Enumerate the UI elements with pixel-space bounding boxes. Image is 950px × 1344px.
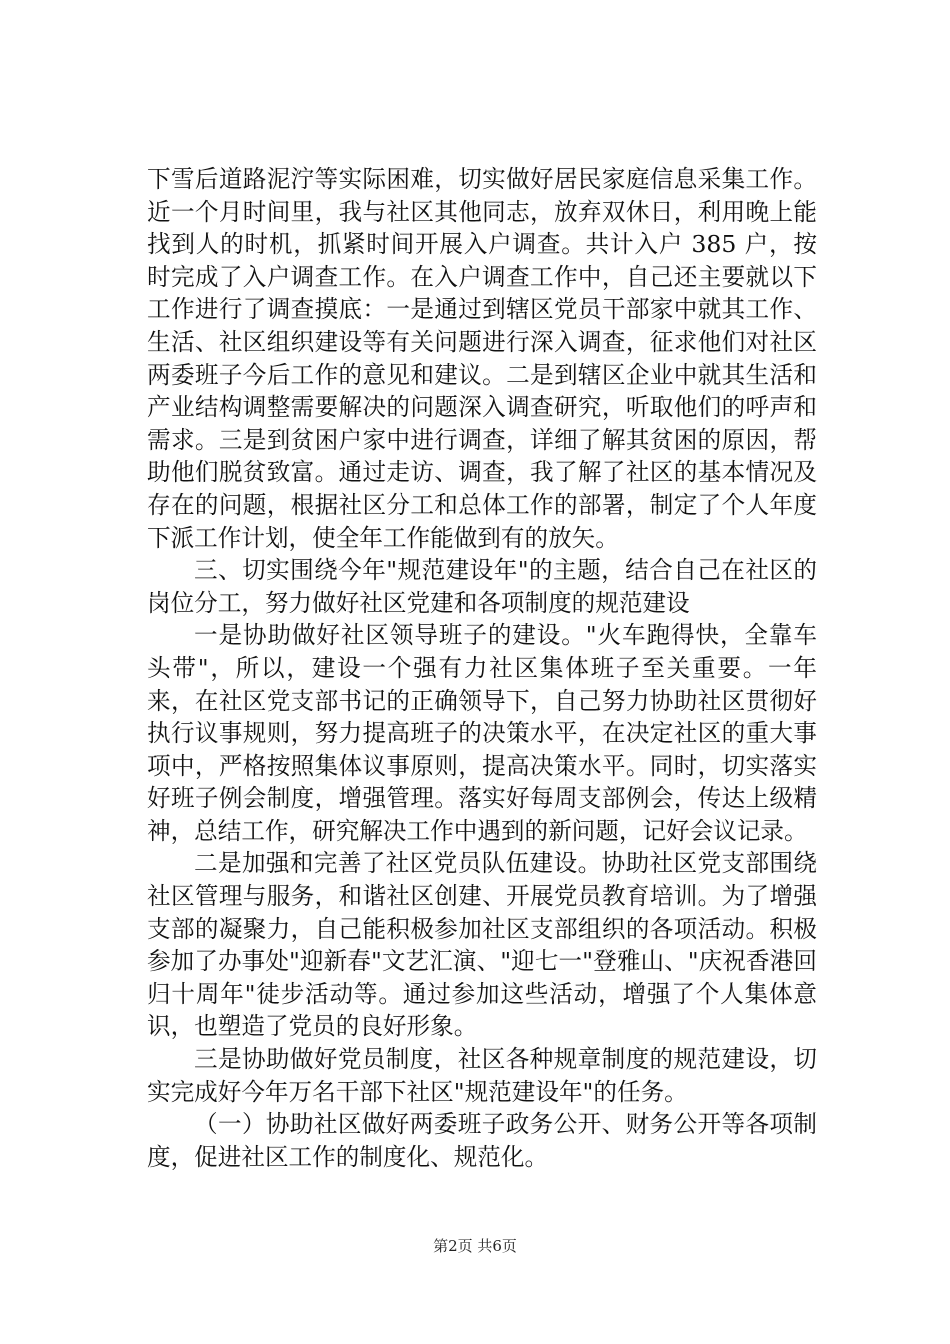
document-body xyxy=(147,163,817,1173)
paragraph-3: 二是加强和完善了社区党员队伍建设。协助社区党支部围绕社区管理与服务，和谐社区创建、开展党员教育培训。为了增强支部的凝聚力，自己能积极参加社区支部组织的各项活动。积极参加了办事处"迎新春"文艺汇演、"迎七一"登雅山、"庆祝香港回归十周年"徒步活动等。通过参加这些活动，增强了个人集体意识，也塑造了党员的良好形象。 xyxy=(147,849,817,1041)
paragraph-2: 一是协助做好社区领导班子的建设。"火车跑得快，全靠车头带"，所以，建设一个强有力社区集体班子至关重要。一年来，在社区党支部书记的正确领导下，自己努力协助社区贯彻好执行议事规则，努力提高班子的决策水平，在决定社区的重大事项中，严格按照集体议事原则，提高决策水平。同时，切实落实好班子例会制度，增强管理。落实好每周支部例会，传达上级精神，总结工作，研究解决工作中遇到的新问题，记好会议记录。 xyxy=(147,621,817,845)
section-heading-3: 三、切实围绕今年"规范建设年"的主题，结合自己在社区的岗位分工，努力做好社区党建和各项制度的规范建设 xyxy=(147,556,817,617)
paragraph-5: （一）协助社区做好两委班子政务公开、财务公开等各项制度，促进社区工作的制度化、规范化。 xyxy=(147,1110,817,1171)
page-footer: 第2页 共6页 xyxy=(433,1237,517,1255)
paragraph-1: 下雪后道路泥泞等实际困难，切实做好居民家庭信息采集工作。近一个月时间里，我与社区其他同志，放弃双休日，利用晚上能找到人的时机，抓紧时间开展入户调查。共计入户 385 户，按时完成了入户调查工作。在入户调查工作中，自己还主要就以下工作进行了调查摸底：一是通过到辖区党员干部家中就其工作、生活、社区组织建设等有关问题进行深入调查，征求他们对社区两委班子今后工作的意见和建议。二是到辖区企业中就其生活和产业结构调整需要解决的问题深入调查研究，听取他们的呼声和需求。三是到贫困户家中进行调查，详细了解其贫困的原因，帮助他们脱贫致富。通过走访、调查，我了解了社区的基本情况及存在的问题，根据社区分工和总体工作的部署，制定了个人年度下派工作计划，使全年工作能做到有的放矢。 xyxy=(147,165,817,552)
paragraph-4: 三是协助做好党员制度，社区各种规章制度的规范建设，切实完成好今年万名干部下社区"规范建设年"的任务。 xyxy=(147,1045,817,1106)
